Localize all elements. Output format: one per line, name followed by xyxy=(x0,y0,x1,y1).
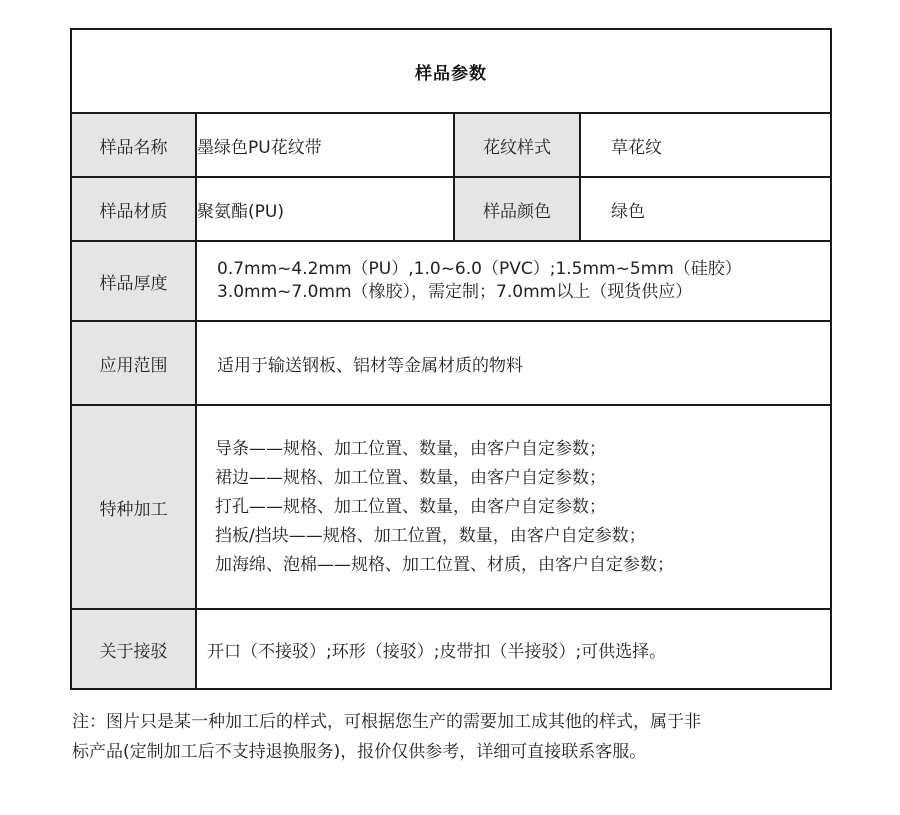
table-row xyxy=(71,321,831,405)
processing-label: 特种加工 xyxy=(71,405,196,609)
title-row xyxy=(71,29,831,113)
application-value: 适用于输送钢板、铝材等金属材质的物料 xyxy=(196,321,831,405)
sample-color-label: 样品颜色 xyxy=(454,177,580,241)
sample-material-value: 聚氨酯(PU) xyxy=(196,177,454,241)
sample-material-label: 样品材质 xyxy=(71,177,196,241)
joint-label: 关于接驳 xyxy=(71,609,196,689)
thickness-line: 3.0mm~7.0mm（橡胶），需定制；7.0mm以上（现货供应） xyxy=(217,282,693,302)
spec-sheet xyxy=(70,28,830,690)
processing-line: 加海绵、泡棉——规格、加工位置、材质，由客户自定参数； xyxy=(215,554,674,575)
table-row xyxy=(71,241,831,321)
table-row xyxy=(71,405,831,609)
processing-line: 打孔——规格、加工位置、数量，由客户自定参数； xyxy=(215,496,606,517)
thickness-value xyxy=(196,241,831,321)
pattern-style-label: 花纹样式 xyxy=(454,113,580,177)
thickness-line: 0.7mm~4.2mm（PU）,1.0~6.0（PVC）;1.5mm~5mm（硅胶） xyxy=(217,259,742,279)
processing-line: 导条——规格、加工位置、数量，由客户自定参数； xyxy=(215,438,606,459)
sample-name-label: 样品名称 xyxy=(71,113,196,177)
sample-name-value: 墨绿色PU花纹带 xyxy=(196,113,454,177)
footnote xyxy=(72,707,832,767)
table-row xyxy=(71,177,831,241)
table-row xyxy=(71,609,831,689)
sample-color-value: 绿色 xyxy=(580,177,831,241)
footnote-line: 标产品(定制加工后不支持退换服务)，报价仅供参考，详细可直接联系客服。 xyxy=(72,742,647,762)
thickness-label: 样品厚度 xyxy=(71,241,196,321)
footnote-line: 注：图片只是某一种加工后的样式，可根据您生产的需要加工成其他的样式，属于非 xyxy=(72,712,701,732)
processing-line: 挡板/挡块——规格、加工位置，数量，由客户自定参数； xyxy=(215,525,646,546)
processing-value xyxy=(196,405,831,609)
table-title: 样品参数 xyxy=(71,29,831,113)
joint-value: 开口（不接驳）;环形（接驳）;皮带扣（半接驳）;可供选择。 xyxy=(196,609,831,689)
application-label: 应用范围 xyxy=(71,321,196,405)
table-row xyxy=(71,113,831,177)
processing-line: 裙边——规格、加工位置、数量，由客户自定参数； xyxy=(215,467,606,488)
spec-table xyxy=(70,28,832,690)
pattern-style-value: 草花纹 xyxy=(580,113,831,177)
